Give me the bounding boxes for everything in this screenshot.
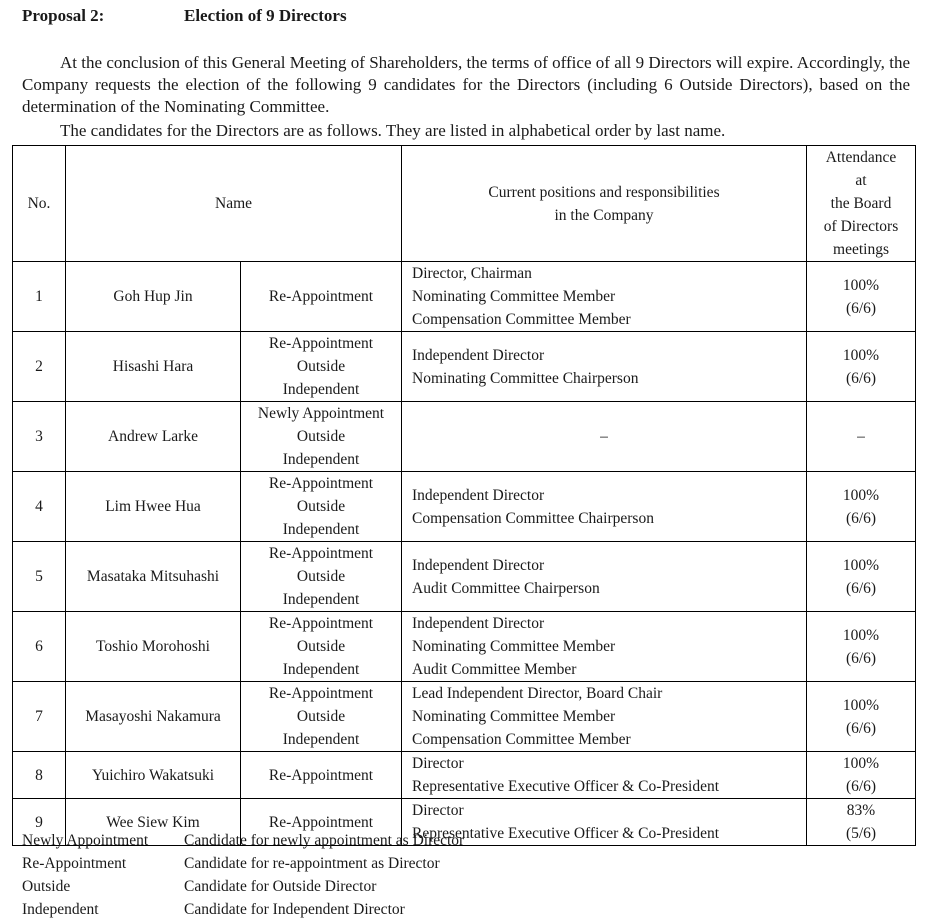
legend-definition: Candidate for Independent Director — [184, 901, 405, 918]
legend-term: Independent — [22, 901, 99, 918]
candidate-name: Hisashi Hara — [66, 332, 241, 402]
candidate-number: 1 — [13, 262, 66, 332]
table-row — [13, 612, 916, 682]
candidate-positions: – — [402, 402, 807, 472]
candidate-status: Newly Appointment Outside Independent — [241, 402, 402, 472]
table-row — [13, 262, 916, 332]
candidate-attendance: 100% (6/6) — [807, 682, 916, 752]
candidate-name: Andrew Larke — [66, 402, 241, 472]
candidate-number: 6 — [13, 612, 66, 682]
legend — [22, 829, 464, 921]
legend-term: Outside — [22, 878, 71, 895]
legend-definition: Candidate for newly appointment as Director — [184, 832, 465, 849]
candidate-name: Masayoshi Nakamura — [66, 682, 241, 752]
candidate-name: Masataka Mitsuhashi — [66, 542, 241, 612]
legend-term: Re-Appointment — [22, 855, 127, 872]
legend-item — [22, 898, 464, 921]
legend-item — [22, 852, 464, 875]
table-row — [13, 332, 916, 402]
candidate-positions: Lead Independent Director, Board Chair Nominating Committee Member Compensation Committee Member — [402, 682, 807, 752]
candidate-number: 3 — [13, 402, 66, 472]
candidate-status: Re-Appointment — [241, 799, 402, 846]
legend-definition: Candidate for re-appointment as Director — [184, 855, 440, 872]
candidate-status: Re-Appointment Outside Independent — [241, 472, 402, 542]
candidate-number: 2 — [13, 332, 66, 402]
legend-item — [22, 875, 464, 898]
candidate-number: 8 — [13, 752, 66, 799]
header-positions: Current positions and responsibilities in the Company — [402, 146, 807, 262]
table-row — [13, 542, 916, 612]
candidates-table — [12, 145, 916, 846]
table-row — [13, 402, 916, 472]
candidate-status: Re-Appointment Outside Independent — [241, 542, 402, 612]
proposal-title: Election of 9 Directors — [184, 6, 347, 25]
candidate-status: Re-Appointment Outside Independent — [241, 682, 402, 752]
candidate-name: Goh Hup Jin — [66, 262, 241, 332]
candidate-status: Re-Appointment — [241, 262, 402, 332]
candidate-name: Wee Siew Kim — [66, 799, 241, 846]
legend-item — [22, 829, 464, 852]
legend-definition: Candidate for Outside Director — [184, 878, 377, 895]
candidate-positions: Director, Chairman Nominating Committee Member Compensation Committee Member — [402, 262, 807, 332]
candidate-number: 4 — [13, 472, 66, 542]
candidate-attendance: 100% (6/6) — [807, 752, 916, 799]
legend-term: Newly Appointment — [22, 832, 149, 849]
table-header-row — [13, 146, 916, 262]
candidate-attendance: – — [807, 402, 916, 472]
header-name: Name — [66, 146, 402, 262]
candidate-attendance: 100% (6/6) — [807, 612, 916, 682]
candidate-status: Re-Appointment Outside Independent — [241, 612, 402, 682]
intro-candidates-note: The candidates for the Directors are as follows. They are listed in alphabetical order by last name. — [60, 121, 726, 140]
candidate-status: Re-Appointment — [241, 752, 402, 799]
candidate-name: Yuichiro Wakatsuki — [66, 752, 241, 799]
candidate-name: Toshio Morohoshi — [66, 612, 241, 682]
candidate-positions: Independent Director Nominating Committee Chairperson — [402, 332, 807, 402]
candidate-positions: Independent Director Compensation Committee Chairperson — [402, 472, 807, 542]
candidate-attendance: 100% (6/6) — [807, 542, 916, 612]
candidate-positions: Director Representative Executive Officer & Co-President — [402, 752, 807, 799]
table-row — [13, 682, 916, 752]
proposal-heading — [22, 6, 347, 26]
table-row — [13, 752, 916, 799]
candidate-positions: Independent Director Audit Committee Chairperson — [402, 542, 807, 612]
candidate-positions: Independent Director Nominating Committee Member Audit Committee Member — [402, 612, 807, 682]
header-attendance: Attendance at the Board of Directors meetings — [807, 146, 916, 262]
intro-paragraph: At the conclusion of this General Meeting of Shareholders, the terms of office of all 9 Directors will expire. Accordingly, the Company requests the election of the following 9 candidates for the Directors (including 6 Outside Directors), based on the determination of the Nominating Committee. — [22, 53, 910, 116]
candidate-number: 5 — [13, 542, 66, 612]
candidate-name: Lim Hwee Hua — [66, 472, 241, 542]
header-no: No. — [13, 146, 66, 262]
candidate-number: 9 — [13, 799, 66, 846]
candidate-attendance: 83% (5/6) — [807, 799, 916, 846]
candidate-attendance: 100% (6/6) — [807, 332, 916, 402]
candidate-attendance: 100% (6/6) — [807, 262, 916, 332]
table-row — [13, 472, 916, 542]
proposal-number: Proposal 2: — [22, 6, 105, 25]
candidate-number: 7 — [13, 682, 66, 752]
candidate-attendance: 100% (6/6) — [807, 472, 916, 542]
candidate-positions: Director Representative Executive Officer & Co-President — [402, 799, 807, 846]
candidate-status: Re-Appointment Outside Independent — [241, 332, 402, 402]
